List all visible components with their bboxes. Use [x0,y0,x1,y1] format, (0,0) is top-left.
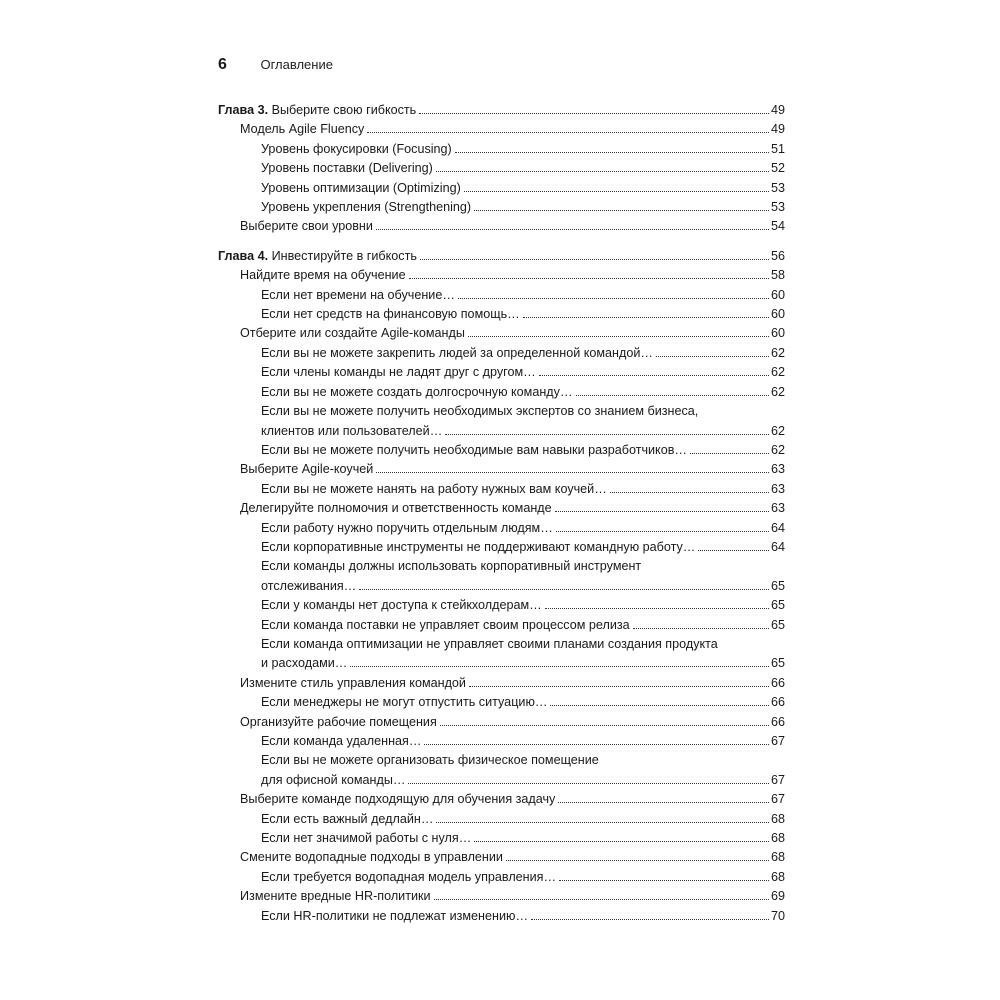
toc-entry-line [240,887,785,906]
toc-entry-title [261,868,556,887]
toc-entry-title [261,616,630,635]
toc-entry-line [261,179,785,198]
toc-entry-text: Организуйте рабочие помещения [240,714,437,729]
dot-leader [539,375,769,376]
toc-entry-line [261,907,785,926]
dot-leader [350,666,769,667]
toc-chapter-entry [218,101,785,120]
toc-subsection-entry [218,286,785,305]
toc-entry-title [261,654,347,673]
toc-entry-line [261,829,785,848]
toc-page-number: 63 [770,501,785,516]
toc-entry-title [240,217,373,236]
toc-entry-title [261,286,455,305]
dot-leader [555,511,769,512]
toc-entry-title [261,907,528,926]
toc-entry-title [261,383,573,402]
toc-entry-line [240,499,785,518]
toc-entry-title [240,848,503,867]
dot-leader [531,919,769,920]
toc-page-number: 54 [770,219,785,234]
toc-page-number: 68 [770,850,785,865]
toc-entry-text: Если менеджеры не могут отпустить ситуацию… [261,695,548,710]
dot-leader [376,229,769,230]
dot-leader [359,589,769,590]
toc-subsection-entry [218,538,785,557]
toc-subsection-entry [218,140,785,159]
toc-entry-line [261,693,785,712]
toc-section-entry [218,460,785,479]
toc-page-number: 70 [770,908,785,923]
toc-entry-title [240,713,437,732]
dot-leader [455,152,769,153]
toc-page-number: 63 [770,481,785,496]
toc-section-entry [218,324,785,343]
toc-page-number: 68 [770,831,785,846]
toc-page-number: 62 [770,423,785,438]
toc-entry-title [261,159,433,178]
toc-entry-text: отслеживания… [261,578,357,593]
toc-entry-title [240,266,406,285]
dot-leader [698,550,769,551]
toc-entry-text: Если члены команды не ладят друг с другом… [261,365,536,380]
toc-entry-line [240,266,785,285]
toc-entry-line [261,480,785,499]
toc-section-entry [218,674,785,693]
toc-entry-line [240,120,785,139]
toc-subsection-entry [218,305,785,324]
toc-page-number: 56 [770,248,785,263]
dot-leader [523,317,769,318]
toc-subsection-entry [218,344,785,363]
toc-section-entry [218,713,785,732]
toc-entry-title [261,441,687,460]
chapter-label: Глава 3. [218,103,269,117]
toc-entry-title [261,480,607,499]
toc-entry-text: Инвестируйте в гибкость [271,248,417,263]
toc-entry-text: Если вы не можете создать долгосрочную команду… [261,384,573,399]
toc-subsection-entry [218,557,785,596]
toc-entry-title [261,693,547,712]
toc-section-entry [218,848,785,867]
dot-leader [576,395,769,396]
toc-entry-title [261,422,442,441]
toc-entry-line [218,101,785,120]
toc-entry-line [261,538,785,557]
toc-entry-title [240,499,552,518]
toc-entry-title [261,810,433,829]
toc-entry-title [261,596,542,615]
toc-entry-line [261,519,785,538]
toc-entry-line [261,654,785,673]
toc-entry-line [261,810,785,829]
toc-page-number: 60 [770,326,785,341]
toc-section-entry [218,499,785,518]
dot-leader [468,336,769,337]
page-header [218,56,333,78]
toc-page-number: 49 [770,122,785,137]
toc-entry-text: Измените стиль управления командой [240,675,466,690]
toc-subsection-entry [218,383,785,402]
toc-page-number: 65 [770,617,785,632]
toc-entry-title [261,829,471,848]
toc-entry-text: Выберите Agile-коучей [240,462,374,477]
toc-entry-line [261,305,785,324]
toc-entry-line [261,732,785,751]
toc-page-number: 62 [770,345,785,360]
toc-entry-text: Если HR-политики не подлежат изменению… [261,908,529,923]
toc-section-entry [218,887,785,906]
dot-leader [556,531,769,532]
toc-subsection-entry [218,159,785,178]
toc-entry-line [240,460,785,479]
toc-entry-title-line: Если вы не можете организовать физическое помещение [261,753,599,768]
toc-entry-text: клиентов или пользователей… [261,423,443,438]
toc-entry-line [240,674,785,693]
toc-page-number: 66 [770,695,785,710]
dot-leader [690,453,769,454]
toc-page-number: 68 [770,869,785,884]
toc-entry-text: Если вы не можете получить необходимые вам навыки разработчиков… [261,442,687,457]
toc-entry-text: Уровень фокусировки (Focusing) [261,141,452,156]
toc-entry-title [218,247,417,266]
toc-entry-line [240,713,785,732]
toc-entry-title-line: Если команда оптимизации не управляет своими планами создания продукта [261,636,718,651]
toc-entry-line [261,441,785,460]
toc-entry-line [261,596,785,615]
dot-leader [469,686,769,687]
toc-entry-text: Если работу нужно поручить отдельным людям… [261,520,553,535]
toc-entry-text: Если нет значимой работы с нуля… [261,831,472,846]
toc-section-entry [218,266,785,285]
toc-chapter-entry [218,247,785,266]
toc-page-number: 67 [770,792,785,807]
toc-entry-text: Если команда поставки не управляет своим процессом релиза [261,617,630,632]
toc-entry-title [240,324,465,343]
dot-leader [559,880,769,881]
toc-entry-text: Выберите свои уровни [240,219,373,234]
toc-entry-text: Если требуется водопадная модель управления… [261,869,557,884]
toc-entry-text: Выберите команде подходящую для обучения задачу [240,792,556,807]
toc-entry-text: Уровень поставки (Delivering) [261,161,433,176]
toc-entry-line [261,140,785,159]
toc-entry-text: Если корпоративные инструменты не поддерживают командную работу… [261,539,696,554]
toc-subsection-entry [218,198,785,217]
toc-subsection-entry [218,616,785,635]
dot-leader [440,725,769,726]
toc-entry-title [240,460,373,479]
toc-entry-title [240,120,364,139]
dot-leader [474,210,769,211]
toc-subsection-entry [218,732,785,751]
dot-leader [420,259,769,260]
toc-page-number: 62 [770,384,785,399]
page-number: 6 [218,56,227,73]
dot-leader [445,434,769,435]
toc-entry-line [261,344,785,363]
toc-entry-title [261,363,536,382]
toc-page-number: 65 [770,578,785,593]
toc-entry-line [240,324,785,343]
toc-entry-title [261,140,452,159]
toc-page-number: 62 [770,442,785,457]
toc-page-number: 66 [770,675,785,690]
running-title: Оглавление [260,57,333,72]
dot-leader [376,472,769,473]
toc-section-entry [218,217,785,236]
toc-entry-text: Если вы не можете нанять на работу нужных вам коучей… [261,481,607,496]
toc-entry-title-line: Если команды должны использовать корпоративный инструмент [261,559,642,574]
dot-leader [464,191,769,192]
toc-page-number: 65 [770,598,785,613]
toc-page-number: 53 [770,180,785,195]
dot-leader [436,171,769,172]
toc-entry-text: Если у команды нет доступа к стейкхолдерам… [261,598,542,613]
toc-page-number: 63 [770,462,785,477]
toc-page-number: 65 [770,656,785,671]
toc-entry-title-line: Если вы не можете получить необходимых экспертов со знанием бизнеса, [261,404,699,419]
dot-leader [545,608,769,609]
toc-entry-text: Если команда удаленная… [261,734,422,748]
toc-page-number: 51 [770,141,785,156]
toc-entry-title [261,519,553,538]
toc-entry-text: и расходами… [261,656,348,671]
toc-entry-text: Если есть важный дедлайн… [261,811,434,826]
toc-page-number: 64 [770,539,785,554]
toc-entry-line [218,247,785,266]
toc-entry-title [240,887,431,906]
toc-entry-text: Отберите или создайте Agile-команды [240,326,465,341]
toc-subsection-entry [218,363,785,382]
toc-entry-text: Уровень укрепления (Strengthening) [261,200,472,215]
toc-page-number: 67 [770,734,785,748]
toc-entry-line [261,422,785,441]
toc-entry-title [218,101,416,120]
toc-entry-title [240,790,555,809]
dot-leader [558,802,769,803]
toc-entry-line [240,217,785,236]
dot-leader [550,705,769,706]
dot-leader [419,113,769,114]
toc-page-number: 53 [770,200,785,215]
toc-page-number: 64 [770,520,785,535]
toc-subsection-entry [218,907,785,926]
toc-entry-text: Выберите свою гибкость [271,103,417,117]
toc-page-number: 69 [770,889,785,904]
dot-leader [434,899,769,900]
toc-entry-line [261,198,785,217]
toc-entry-title [240,674,466,693]
toc-entry-line [240,790,785,809]
toc-entry-line [240,848,785,867]
toc-entry-text: Если вы не можете закрепить людей за определенной командой… [261,345,653,360]
dot-leader [408,783,769,784]
toc-page-number: 66 [770,714,785,729]
toc-entry-title [261,305,520,324]
toc-entry-title [261,577,356,596]
toc-entry-title [261,198,471,217]
toc-entry-line [261,771,785,790]
chapter-label: Глава 4. [218,248,269,263]
toc-entry-text: Делегируйте полномочия и ответственность команде [240,501,552,516]
toc-entry-text: Найдите время на обучение [240,268,406,283]
toc-entry-title [261,344,653,363]
toc-section-entry [218,790,785,809]
toc-entry-title [261,538,695,557]
toc-entry-line [261,363,785,382]
toc-subsection-entry [218,402,785,441]
dot-leader [656,356,769,357]
toc-subsection-entry [218,519,785,538]
toc-subsection-entry [218,751,785,790]
toc-page-number: 62 [770,365,785,380]
toc-subsection-entry [218,868,785,887]
toc-page-number: 49 [770,103,785,117]
dot-leader [409,278,769,279]
toc-page-number: 58 [770,268,785,283]
dot-leader [633,628,769,629]
toc-entry-title [261,179,461,198]
toc-entry-line [261,577,785,596]
toc-page-number: 67 [770,772,785,787]
dot-leader [474,841,769,842]
toc-entry-text: Смените водопадные подходы в управлении [240,850,503,865]
toc-entry-text: для офисной команды… [261,772,406,787]
toc-page-number: 60 [770,287,785,302]
toc-entry-text: Измените вредные HR-политики [240,889,431,904]
toc-entry-text: Модель Agile Fluency [240,122,365,137]
toc-subsection-entry [218,635,785,674]
dot-leader [424,744,769,745]
toc-page-number: 68 [770,811,785,826]
toc-subsection-entry [218,810,785,829]
toc-subsection-entry [218,441,785,460]
dot-leader [610,492,769,493]
toc-subsection-entry [218,596,785,615]
dot-leader [367,132,769,133]
toc-subsection-entry [218,829,785,848]
toc-entry-text: Если нет средств на финансовую помощь… [261,307,520,322]
toc-entry-line [261,286,785,305]
toc-entry-text: Уровень оптимизации (Optimizing) [261,180,461,195]
toc-subsection-entry [218,693,785,712]
toc-entry-title [261,771,405,790]
toc-entry-line [261,383,785,402]
toc-entry-text: Если нет времени на обучение… [261,287,455,302]
toc-subsection-entry [218,480,785,499]
toc-subsection-entry [218,179,785,198]
toc-entry-line [261,868,785,887]
table-of-contents [218,101,785,926]
toc-entry-title [261,732,421,751]
toc-section-entry [218,120,785,139]
dot-leader [436,822,769,823]
dot-leader [458,298,769,299]
toc-page-number: 60 [770,307,785,322]
dot-leader [506,860,769,861]
toc-page-number: 52 [770,161,785,176]
toc-entry-line [261,616,785,635]
toc-entry-line [261,159,785,178]
